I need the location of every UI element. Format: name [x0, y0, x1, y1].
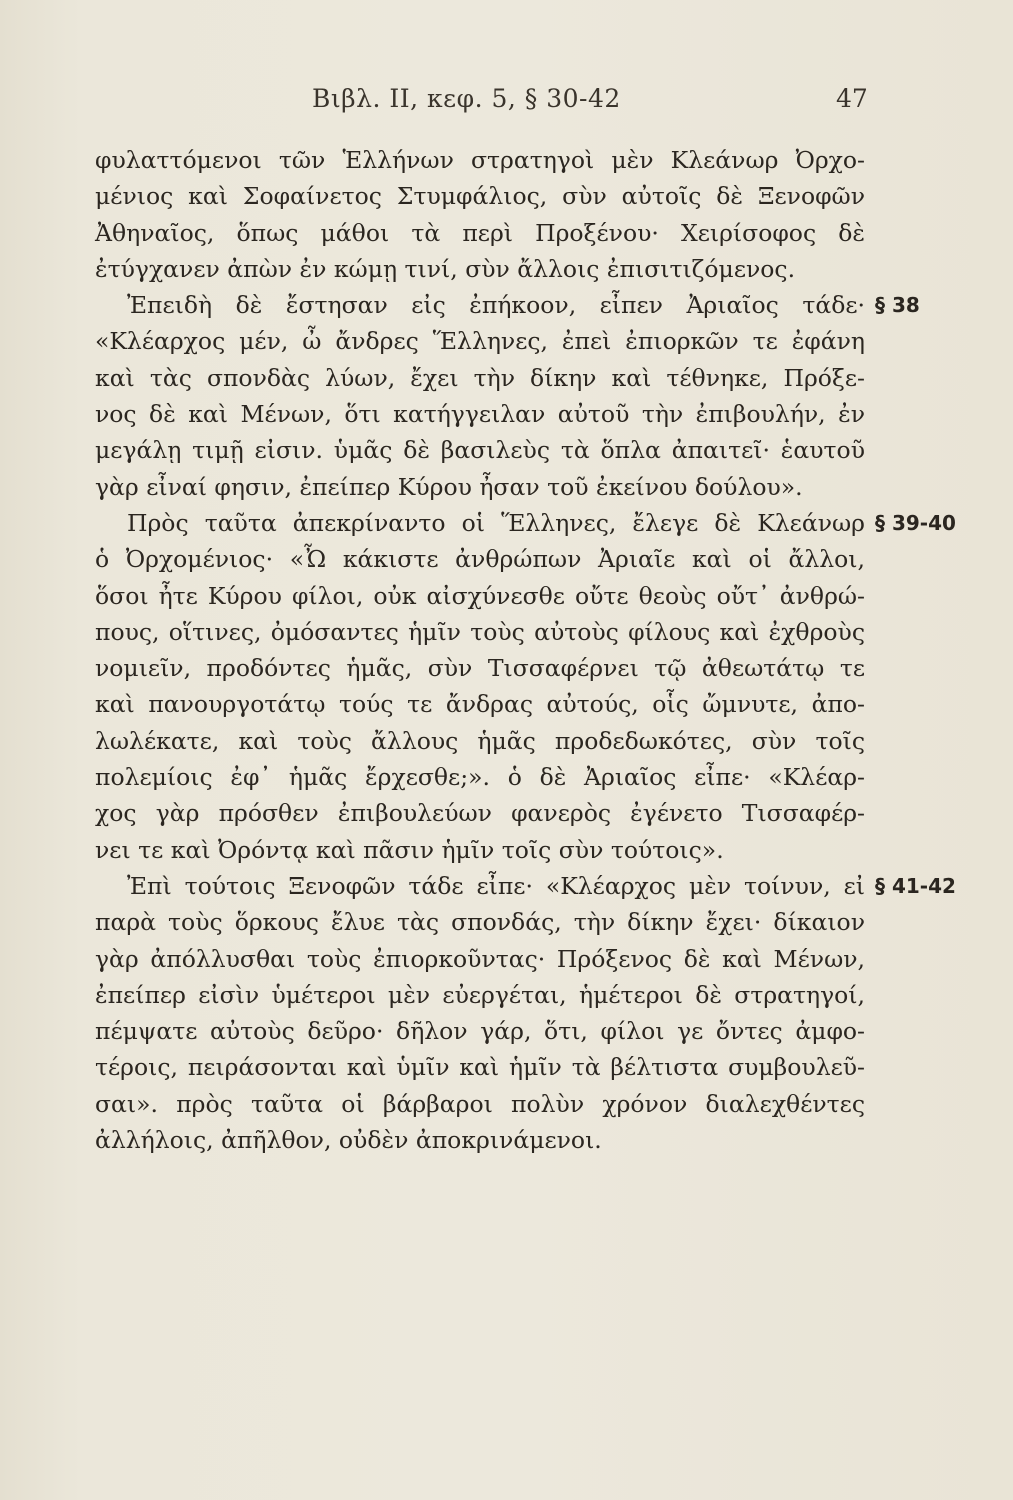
- margin-section-ref: § 38: [875, 293, 920, 318]
- text-line: νος δὲ καὶ Μένων, ὅτι κατήγγειλαν αὐτοῦ τὴν ἐπιβουλήν, ἐν: [95, 400, 865, 429]
- margin-section-ref: § 39-40: [875, 511, 956, 535]
- text-line: Πρὸς ταῦτα ἀπεκρίναντο οἱ Ἕλληνες, ἔλεγε δὲ Κλεάνωρ: [127, 508, 865, 537]
- text-line: ὅσοι ἦτε Κύρου φίλοι, οὐκ αἰσχύνεσθε οὔτε θεοὺς οὔτ᾽ ἀνθρώ-: [95, 581, 865, 610]
- text-line: γὰρ εἶναί φησιν, ἐπείπερ Κύρου ἦσαν τοῦ ἐκείνου δούλου».: [95, 472, 803, 501]
- text-line: τέροις, πειράσονται καὶ ὑμῖν καὶ ἡμῖν τὰ βέλτιστα συμβουλεῦ-: [95, 1053, 865, 1082]
- text-line: καὶ πανουργοτάτῳ τούς τε ἄνδρας αὐτούς, οἷς ὤμνυτε, ἀπο-: [95, 690, 865, 719]
- text-line: μένιος καὶ Σοφαίνετος Στυμφάλιος, σὺν αὐτοῖς δὲ Ξενοφῶν: [95, 182, 865, 211]
- text-line: ὁ Ὀρχομένιος· «Ὦ κάκιστε ἀνθρώπων Ἀριαῖε καὶ οἱ ἄλλοι,: [95, 545, 865, 574]
- text-line: πους, οἵτινες, ὀμόσαντες ἡμῖν τοὺς αὐτοὺς φίλους καὶ ἐχθροὺς: [95, 617, 865, 646]
- text-line: νομιεῖν, προδόντες ἡμᾶς, σὺν Τισσαφέρνει τῷ ἀθεωτάτῳ τε: [95, 654, 865, 683]
- text-line: σαι». πρὸς ταῦτα οἱ βάρβαροι πολὺν χρόνον διαλεχθέντες: [95, 1089, 865, 1118]
- text-line: πολεμίοις ἐφ᾽ ἡμᾶς ἔρχεσθε;». ὁ δὲ Ἀριαῖος εἶπε· «Κλέαρ-: [95, 763, 865, 792]
- text-line: γὰρ ἀπόλλυσθαι τοὺς ἐπιορκοῦντας· Πρόξενος δὲ καὶ Μένων,: [95, 944, 865, 973]
- running-head: Βιβλ. ΙΙ, κεφ. 5, § 30-42: [312, 84, 621, 113]
- text-line: λωλέκατε, καὶ τοὺς ἄλλους ἡμᾶς προδεδωκότες, σὺν τοῖς: [95, 726, 865, 755]
- text-line: χος γὰρ πρόσθεν ἐπιβουλεύων φανερὸς ἐγένετο Τισσαφέρ-: [95, 799, 865, 828]
- text-line: ἐτύγχανεν ἀπὼν ἐν κώμῃ τινί, σὺν ἄλλοις ἐπισιτιζόμενος.: [95, 254, 796, 283]
- text-line: Ἀθηναῖος, ὅπως μάθοι τὰ περὶ Προξένου· Χειρίσοφος δὲ: [95, 218, 865, 247]
- page-number: 47: [836, 84, 868, 113]
- text-line: ἐπείπερ εἰσὶν ὑμέτεροι μὲν εὐεργέται, ἡμέτεροι δὲ στρατηγοί,: [95, 980, 865, 1009]
- text-line: φυλαττόμενοι τῶν Ἑλλήνων στρατηγοὶ μὲν Κλεάνωρ Ὀρχο-: [95, 146, 865, 174]
- page-header: [0, 84, 1013, 120]
- text-line: νει τε καὶ Ὀρόντᾳ καὶ πᾶσιν ἡμῖν τοῖς σὺν τούτοις».: [95, 835, 724, 864]
- text-line: Ἐπὶ τούτοις Ξενοφῶν τάδε εἶπε· «Κλέαρχος μὲν τοίνυν, εἰ: [127, 871, 865, 900]
- text-line: μεγάλῃ τιμῇ εἰσιν. ὑμᾶς δὲ βασιλεὺς τὰ ὅπλα ἀπαιτεῖ· ἑαυτοῦ: [95, 436, 865, 465]
- body-text: [95, 142, 865, 1158]
- text-line: καὶ τὰς σπονδὰς λύων, ἔχει τὴν δίκην καὶ τέθνηκε, Πρόξε-: [95, 363, 865, 392]
- text-line: ἀλλήλοις, ἀπῆλθον, οὐδὲν ἀποκρινάμενοι.: [95, 1126, 602, 1155]
- text-line: πέμψατε αὐτοὺς δεῦρο· δῆλον γάρ, ὅτι, φίλοι γε ὄντες ἀμφο-: [95, 1017, 865, 1046]
- text-line: «Κλέαρχος μέν, ὦ ἄνδρες Ἕλληνες, ἐπεὶ ἐπιορκῶν τε ἐφάνη: [95, 327, 865, 356]
- margin-section-ref: § 41-42: [875, 874, 956, 898]
- text-line: Ἐπειδὴ δὲ ἔστησαν εἰς ἐπήκοον, εἶπεν Ἀριαῖος τάδε·: [127, 291, 865, 320]
- text-line: παρὰ τοὺς ὅρκους ἔλυε τὰς σπονδάς, τὴν δίκην ἔχει· δίκαιον: [95, 908, 865, 937]
